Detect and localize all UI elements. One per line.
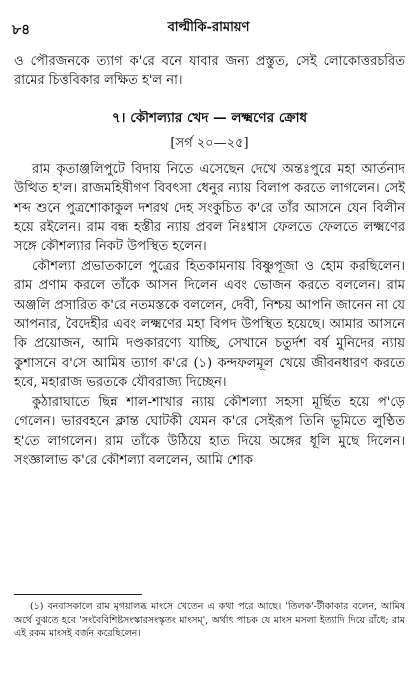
paragraph-2: কৌশল্যা প্রভাতকালে পুত্রের হিতকামনায় বিষ্ণুপূজা ও হোম করছিলেন। রাম প্রণাম করলে তাঁকে আসন দিলেন এবং ভোজন করতে বললেন। রাম অঞ্জলি প্রসারিত ক'রে নতমস্তকে বললেন, দেবী, নিশ্চয় আপনি জানেন না যে আপনার, বৈদেহীর এবং লক্ষ্মণের মহা বিপদ উপস্থিত হয়েছে। আমার আসনে কি প্রয়োজন, আমি দণ্ডকারণ্যে যাচ্ছি, সেখানে চতুর্দশ বর্ষ মুনিদের ন্যায় কুশাসনে ব'সে আমিষ ত্যাগ ক'রে (১) কন্দফলমূল খেয়ে জীবনধারণ করতে হবে, মহারাজ ভরতকে যৌবরাজ্য দিচ্ছেন। [14, 258, 405, 391]
footnote-text: (১) বনবাসকালে রাম মৃগয়ালব্ধ মাংসে খেতেন এ কথা পরে আছে। 'তিলক'-টীকাকার বলেন, আমিষ অর্থে বুঝতে হবে 'সংবৈবিশিষ্টসংস্কারসংস্কৃতং মাংসম্', অর্থাৎ পাচক যে মাংস মসলা ইত্যাদি দিয়ে রাঁধে; রাম এই রকম মাংসই বর্জন করেছিলেন। [14, 601, 405, 639]
chapter-heading: ৭। কৌশল্যার খেদ — লক্ষ্মণের ক্রোধ [111, 109, 308, 126]
body-text [14, 52, 405, 470]
footnote-rule [14, 594, 142, 595]
page-header [12, 18, 405, 38]
running-head: বাল্মীকি-রামায়ণ [167, 20, 250, 35]
footnote [14, 600, 405, 641]
sarga-reference: [সর্গ ২০—২৫] [170, 135, 249, 151]
paragraph-1: রাম কৃতাঞ্জলিপুটে বিদায় নিতে এসেছেন দেখে অন্তঃপুরে মহা আর্তনাদ উত্থিত হ'ল। রাজমহিষীগণ বিবৎসা ধেনুর ন্যায় বিলাপ করতে লাগলেন। সেই শব্দ শুনে পুত্রশোকাকুল দশরথ দেহ সংকুচিত ক'রে তাঁর আসনে যেন বিলীন হয়ে রইলেন। রাম বন্ধ হস্তীর ন্যায় প্রবল নিঃশ্বাস ফেলতে ফেলতে লক্ষ্মণের সঙ্গে কৌশল্যার নিকট উপস্থিত হলেন। [14, 161, 405, 255]
paragraph-3: কুঠারাঘাতে ছিন্ন শাল-শাখার ন্যায় কৌশল্যা সহসা মূর্ছিত হয়ে প'ড়ে গেলেন। ভারবহনে ক্লান্ত ঘোটকী যেমন ক'রে সেইরূপ তিনি ভূমিতে লুণ্ঠিত হ'তে লাগলেন। রাম তাঁকে উঠিয়ে হাত দিয়ে অঙ্গের ধূলি মুছে দিলেন। সংজ্ঞালাভ ক'রে কৌশল্যা বললেন, আমি শোক [14, 394, 405, 468]
intro-paragraph: ও পৌরজনকে ত্যাগ ক'রে বনে যাবার জন্য প্রস্তুত, সেই লোকোত্তরচরিত রামের চিত্তবিকার লক্ষিত হ'ল না। [14, 54, 405, 89]
page-number: ৮৪ [12, 22, 31, 38]
